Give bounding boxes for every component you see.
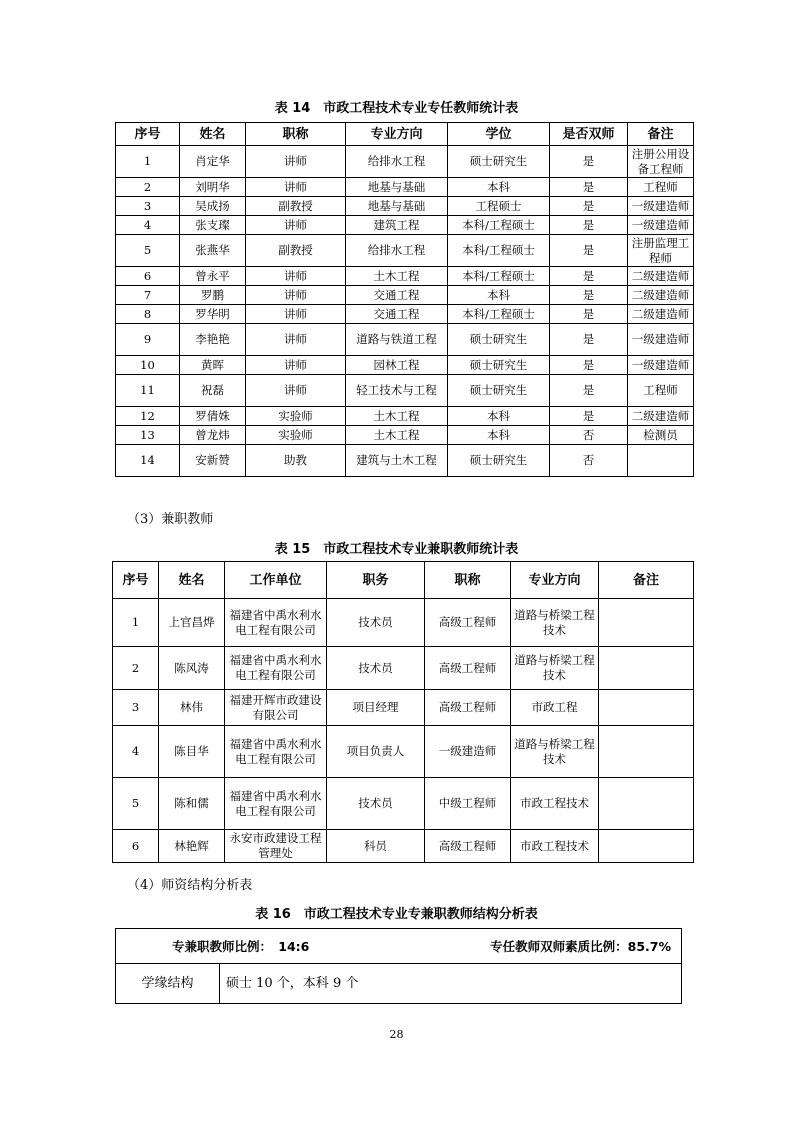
t15-cell-index: 5	[113, 778, 159, 830]
t14-cell-note: 注册公用设备工程师	[628, 146, 694, 178]
t14-cell-name: 黄晖	[180, 356, 246, 375]
t14-cell-degree: 本科	[448, 178, 550, 197]
section4-title: （4）师资结构分析表	[127, 878, 253, 893]
t14-cell-degree: 硕士研究生	[448, 324, 550, 356]
t15-cell-employer: 福建开辉市政建设有限公司	[225, 690, 327, 726]
t15-cell-major: 道路与桥梁工程技术	[511, 647, 599, 690]
t14-cell-index: 1	[116, 146, 180, 178]
t15-cell-position: 项目经理	[327, 690, 425, 726]
t14-cell-degree: 工程硕士	[448, 197, 550, 216]
t14-cell-note: 一级建造师	[628, 356, 694, 375]
t14-cell-note: 一级建造师	[628, 197, 694, 216]
table15-row	[113, 726, 694, 778]
t14-cell-index: 4	[116, 216, 180, 235]
t14-cell-note: 一级建造师	[628, 216, 694, 235]
t14-cell-note: 工程师	[628, 375, 694, 407]
t15-header-index: 序号	[113, 562, 159, 599]
t14-header-index: 序号	[116, 123, 180, 146]
t14-cell-note: 一级建造师	[628, 324, 694, 356]
t15-header-position: 职务	[327, 562, 425, 599]
t15-cell-index: 4	[113, 726, 159, 778]
dual-teacher-ratio: 专任教师双师素质比例：85.7%	[490, 938, 671, 954]
t14-cell-note: 注册监理工程师	[628, 235, 694, 267]
t14-cell-degree: 本科/工程硕士	[448, 235, 550, 267]
section3-title: （3）兼职教师	[127, 512, 214, 527]
t14-cell-degree: 本科	[448, 286, 550, 305]
t15-cell-name: 林艳辉	[159, 830, 225, 863]
t15-cell-position: 项目负责人	[327, 726, 425, 778]
t15-cell-note	[599, 690, 694, 726]
t15-cell-note	[599, 599, 694, 647]
t14-cell-name: 刘明华	[180, 178, 246, 197]
table14-header-row	[116, 123, 694, 146]
t15-cell-title: 高级工程师	[425, 647, 511, 690]
t14-cell-name: 罗华明	[180, 305, 246, 324]
t14-cell-major: 土木工程	[346, 426, 448, 445]
t15-cell-position: 技术员	[327, 647, 425, 690]
t15-cell-index: 3	[113, 690, 159, 726]
table14-row	[116, 286, 694, 305]
t14-cell-note: 二级建造师	[628, 305, 694, 324]
t14-header-name: 姓名	[180, 123, 246, 146]
table14-row	[116, 146, 694, 178]
table14	[115, 122, 694, 477]
t15-cell-index: 6	[113, 830, 159, 863]
t15-cell-title: 一级建造师	[425, 726, 511, 778]
t15-cell-major: 市政工程	[511, 690, 599, 726]
t14-cell-name: 曾永平	[180, 267, 246, 286]
t14-cell-dual: 是	[550, 356, 628, 375]
t14-cell-title: 副教授	[246, 197, 346, 216]
t15-cell-name: 上官昌烨	[159, 599, 225, 647]
t15-cell-note	[599, 778, 694, 830]
t14-cell-index: 7	[116, 286, 180, 305]
t14-cell-note: 工程师	[628, 178, 694, 197]
table14-row	[116, 375, 694, 407]
table15	[112, 561, 694, 863]
t14-cell-major: 给排水工程	[346, 146, 448, 178]
t14-cell-index: 6	[116, 267, 180, 286]
t14-cell-note	[628, 445, 694, 477]
table15-row	[113, 690, 694, 726]
table16-education-row	[116, 964, 682, 1004]
t15-cell-title: 高级工程师	[425, 830, 511, 863]
t15-cell-name: 陈目华	[159, 726, 225, 778]
t14-cell-major: 建筑工程	[346, 216, 448, 235]
t14-cell-major: 地基与基础	[346, 197, 448, 216]
t14-cell-dual: 是	[550, 216, 628, 235]
t14-cell-name: 安新赞	[180, 445, 246, 477]
t14-cell-title: 实验师	[246, 426, 346, 445]
table15-row	[113, 778, 694, 830]
t15-cell-employer: 福建省中禹水利水电工程有限公司	[225, 726, 327, 778]
t15-cell-position: 技术员	[327, 599, 425, 647]
t15-header-note: 备注	[599, 562, 694, 599]
t14-cell-dual: 是	[550, 375, 628, 407]
t14-cell-index: 2	[116, 178, 180, 197]
t14-cell-dual: 是	[550, 146, 628, 178]
t15-cell-employer: 福建省中禹水利水电工程有限公司	[225, 778, 327, 830]
t14-header-major: 专业方向	[346, 123, 448, 146]
t14-cell-title: 讲师	[246, 286, 346, 305]
t14-cell-dual: 是	[550, 197, 628, 216]
teacher-ratio: 专兼职教师比例： 14:6	[172, 938, 310, 954]
t15-header-title: 职称	[425, 562, 511, 599]
t14-cell-title: 讲师	[246, 375, 346, 407]
t14-cell-title: 讲师	[246, 324, 346, 356]
t14-header-degree: 学位	[448, 123, 550, 146]
t14-cell-name: 罗鹏	[180, 286, 246, 305]
t14-cell-index: 10	[116, 356, 180, 375]
t15-header-major: 专业方向	[511, 562, 599, 599]
table16	[115, 928, 682, 1004]
education-structure-label: 学缘结构	[116, 964, 220, 1004]
t14-cell-dual: 是	[550, 305, 628, 324]
t15-cell-major: 市政工程技术	[511, 830, 599, 863]
table16-caption: 表 16 市政工程技术专业专兼职教师结构分析表	[255, 907, 538, 922]
t15-cell-title: 中级工程师	[425, 778, 511, 830]
table14-row	[116, 356, 694, 375]
table16-summary-cell	[116, 929, 682, 964]
t15-cell-major: 道路与桥梁工程技术	[511, 599, 599, 647]
t14-cell-major: 交通工程	[346, 286, 448, 305]
t14-cell-degree: 本科/工程硕士	[448, 305, 550, 324]
table14-row	[116, 324, 694, 356]
t14-cell-name: 张支璨	[180, 216, 246, 235]
t14-cell-index: 11	[116, 375, 180, 407]
t14-cell-degree: 硕士研究生	[448, 146, 550, 178]
t15-cell-employer: 福建省中禹水利水电工程有限公司	[225, 599, 327, 647]
table14-caption: 表 14 市政工程技术专业专任教师统计表	[274, 101, 519, 116]
table14-row	[116, 216, 694, 235]
t14-cell-degree: 硕士研究生	[448, 375, 550, 407]
t14-cell-title: 讲师	[246, 305, 346, 324]
t14-cell-title: 讲师	[246, 356, 346, 375]
t14-cell-title: 副教授	[246, 235, 346, 267]
table14-row	[116, 178, 694, 197]
t14-cell-dual: 否	[550, 445, 628, 477]
t14-cell-dual: 是	[550, 235, 628, 267]
t14-cell-degree: 硕士研究生	[448, 356, 550, 375]
t14-cell-dual: 是	[550, 286, 628, 305]
t14-cell-degree: 本科/工程硕士	[448, 216, 550, 235]
t15-cell-major: 市政工程技术	[511, 778, 599, 830]
t14-header-note: 备注	[628, 123, 694, 146]
t14-cell-name: 张燕华	[180, 235, 246, 267]
t14-cell-dual: 否	[550, 426, 628, 445]
t14-cell-title: 助教	[246, 445, 346, 477]
t14-cell-title: 讲师	[246, 216, 346, 235]
t14-cell-major: 给排水工程	[346, 235, 448, 267]
t15-cell-name: 陈风涛	[159, 647, 225, 690]
t14-cell-index: 14	[116, 445, 180, 477]
t15-cell-name: 林伟	[159, 690, 225, 726]
t15-cell-name: 陈和儒	[159, 778, 225, 830]
t14-cell-title: 讲师	[246, 146, 346, 178]
t15-cell-employer: 永安市政建设工程管理处	[225, 830, 327, 863]
table16-summary-row	[116, 929, 682, 964]
t14-cell-note: 二级建造师	[628, 407, 694, 426]
t14-cell-major: 土木工程	[346, 267, 448, 286]
t14-cell-index: 3	[116, 197, 180, 216]
t14-cell-note: 二级建造师	[628, 267, 694, 286]
t14-cell-index: 12	[116, 407, 180, 426]
t14-cell-note: 二级建造师	[628, 286, 694, 305]
t15-cell-position: 技术员	[327, 778, 425, 830]
table15-row	[113, 599, 694, 647]
t14-cell-title: 讲师	[246, 178, 346, 197]
t14-cell-major: 园林工程	[346, 356, 448, 375]
t14-cell-major: 道路与铁道工程	[346, 324, 448, 356]
t14-cell-title: 实验师	[246, 407, 346, 426]
table15-caption: 表 15 市政工程技术专业兼职教师统计表	[274, 542, 519, 557]
t14-cell-dual: 是	[550, 407, 628, 426]
t15-cell-position: 科员	[327, 830, 425, 863]
t14-cell-name: 肖定华	[180, 146, 246, 178]
table14-row	[116, 197, 694, 216]
t14-cell-major: 地基与基础	[346, 178, 448, 197]
t14-cell-index: 8	[116, 305, 180, 324]
table15-header-row	[113, 562, 694, 599]
t14-cell-major: 交通工程	[346, 305, 448, 324]
table15-row	[113, 830, 694, 863]
t15-cell-index: 2	[113, 647, 159, 690]
t14-cell-dual: 是	[550, 267, 628, 286]
t14-cell-major: 轻工技术与工程	[346, 375, 448, 407]
table14-row	[116, 426, 694, 445]
t15-header-employer: 工作单位	[225, 562, 327, 599]
t14-cell-name: 祝磊	[180, 375, 246, 407]
t15-cell-title: 高级工程师	[425, 690, 511, 726]
t14-cell-major: 建筑与土木工程	[346, 445, 448, 477]
t14-header-dual: 是否双师	[550, 123, 628, 146]
t15-cell-major: 道路与桥梁工程技术	[511, 726, 599, 778]
table14-row	[116, 407, 694, 426]
t14-cell-index: 9	[116, 324, 180, 356]
t14-header-title: 职称	[246, 123, 346, 146]
table15-row	[113, 647, 694, 690]
t15-header-name: 姓名	[159, 562, 225, 599]
t15-cell-note	[599, 647, 694, 690]
t14-cell-degree: 本科/工程硕士	[448, 267, 550, 286]
page-number: 28	[389, 1028, 404, 1041]
t14-cell-title: 讲师	[246, 267, 346, 286]
table14-row	[116, 267, 694, 286]
t14-cell-degree: 本科	[448, 426, 550, 445]
t14-cell-degree: 本科	[448, 407, 550, 426]
education-structure-value: 硕士 10 个，本科 9 个	[220, 964, 682, 1004]
t15-cell-employer: 福建省中禹水利水电工程有限公司	[225, 647, 327, 690]
t15-cell-note	[599, 726, 694, 778]
t14-cell-index: 5	[116, 235, 180, 267]
t14-cell-name: 吴成扬	[180, 197, 246, 216]
t14-cell-dual: 是	[550, 178, 628, 197]
table14-row	[116, 305, 694, 324]
table14-row	[116, 445, 694, 477]
t15-cell-index: 1	[113, 599, 159, 647]
t14-cell-index: 13	[116, 426, 180, 445]
t15-cell-title: 高级工程师	[425, 599, 511, 647]
t14-cell-name: 曾龙炜	[180, 426, 246, 445]
t14-cell-degree: 硕士研究生	[448, 445, 550, 477]
t14-cell-major: 土木工程	[346, 407, 448, 426]
t15-cell-note	[599, 830, 694, 863]
t14-cell-note: 检测员	[628, 426, 694, 445]
table14-row	[116, 235, 694, 267]
t14-cell-dual: 是	[550, 324, 628, 356]
t14-cell-name: 李艳艳	[180, 324, 246, 356]
t14-cell-name: 罗倩姝	[180, 407, 246, 426]
